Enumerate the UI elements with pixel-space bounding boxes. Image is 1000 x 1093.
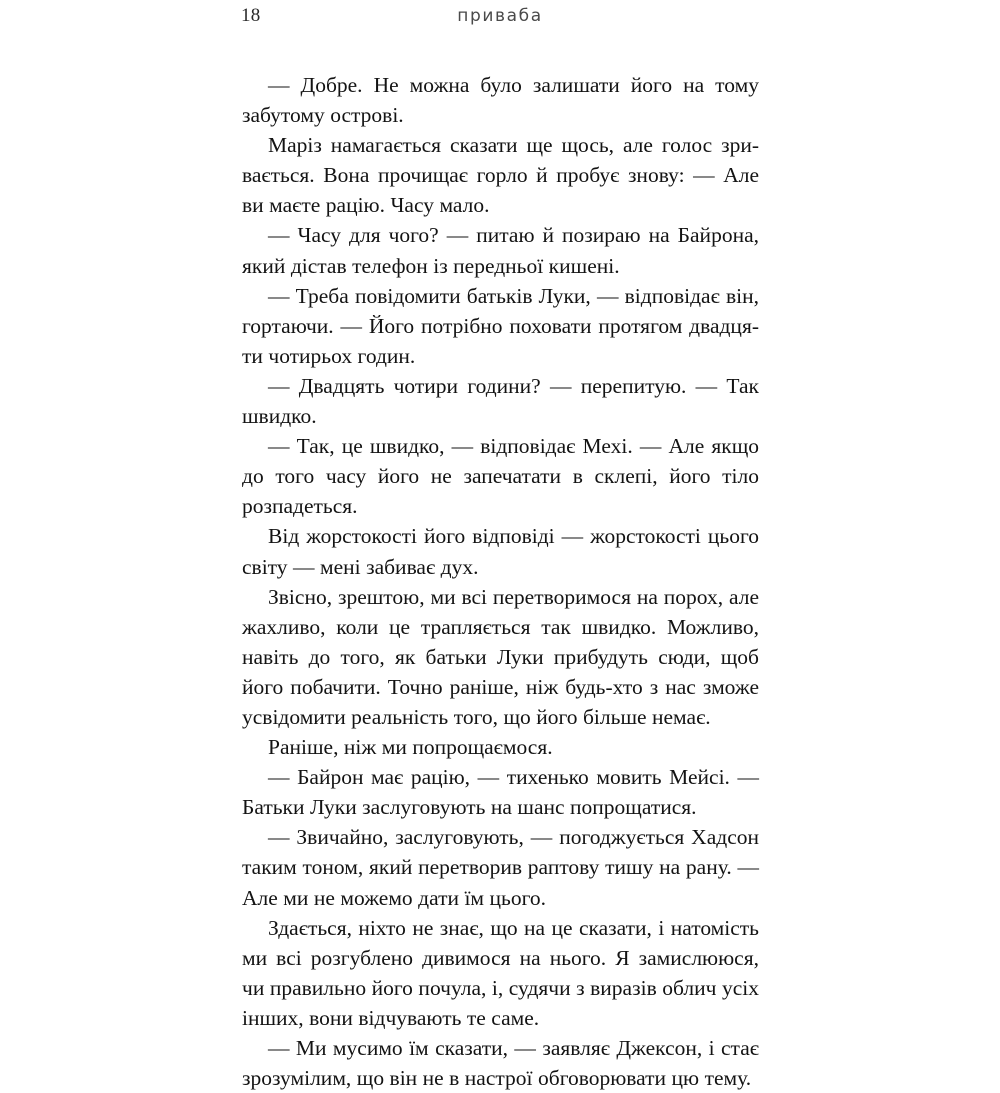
paragraph: Від жорстокості його відповіді — жорстокості цього світу — мені забиває дух. <box>242 524 759 579</box>
paragraph: — Часу для чого? — питаю й позираю на Байрона, який дістав телефон із передньої кишені. <box>242 223 759 278</box>
paragraph: Здається, ніхто не знає, що на це сказати, і натомість ми всі розгублено дивимося на нього. Я замислююся, чи правильно його почула, і, судячи з виразів облич усіх інших, вони відчувають те саме. <box>242 915 759 1030</box>
paragraph: — Двадцять чотири години? — перепитую. — Так швидко. <box>242 373 759 429</box>
paragraph: — Ми мусимо їм сказати, — заявляє Джексон, і стає зрозумілим, що він не в настрої обговорювати цю тему. <box>242 1036 759 1091</box>
paragraph: Раніше, ніж ми попрощаємося. <box>268 735 553 760</box>
running-head-title: приваба <box>457 6 543 26</box>
paragraph: — Треба повідомити батьків Луки, — відповідає він, гортаючи. — Його потрібно поховати протягом двадцяти чотирьох годин. <box>242 283 759 368</box>
page-number: 18 <box>241 5 261 26</box>
body-text <box>242 70 759 1093</box>
paragraph: — Так, це швидко, — відповідає Мехі. — Але якщо до того часу його не запечатати в склепі, його тіло розпадеться. <box>242 434 759 519</box>
paragraph: — Добре. Не можна було залишати його на тому забутому острові. <box>242 73 759 128</box>
paragraph: Звісно, зрештою, ми всі перетворимося на порох, але жахливо, коли це трапляється так швидко. Можливо, навіть до того, як батьки Луки прибудуть сюди, щоб його побачити. Точно раніше, ніж будь-хто з нас зможе усвідомити реальність того, що його більше немає. <box>242 584 759 729</box>
paragraph: — Звичайно, заслуговують, — погоджується Хадсон таким тоном, який перетворив раптову тишу на рану. — Але ми не можемо дати їм цього. <box>242 825 759 910</box>
running-head <box>0 0 1000 46</box>
paragraph: — Байрон має рацію, — тихенько мовить Мейсі. — Батьки Луки заслуговують на шанс попрощатися. <box>242 765 759 820</box>
paragraph: Маріз намагається сказати ще щось, але голос зривається. Вона прочищає горло й пробує знову: — Але ви маєте рацію. Часу мало. <box>242 133 759 218</box>
